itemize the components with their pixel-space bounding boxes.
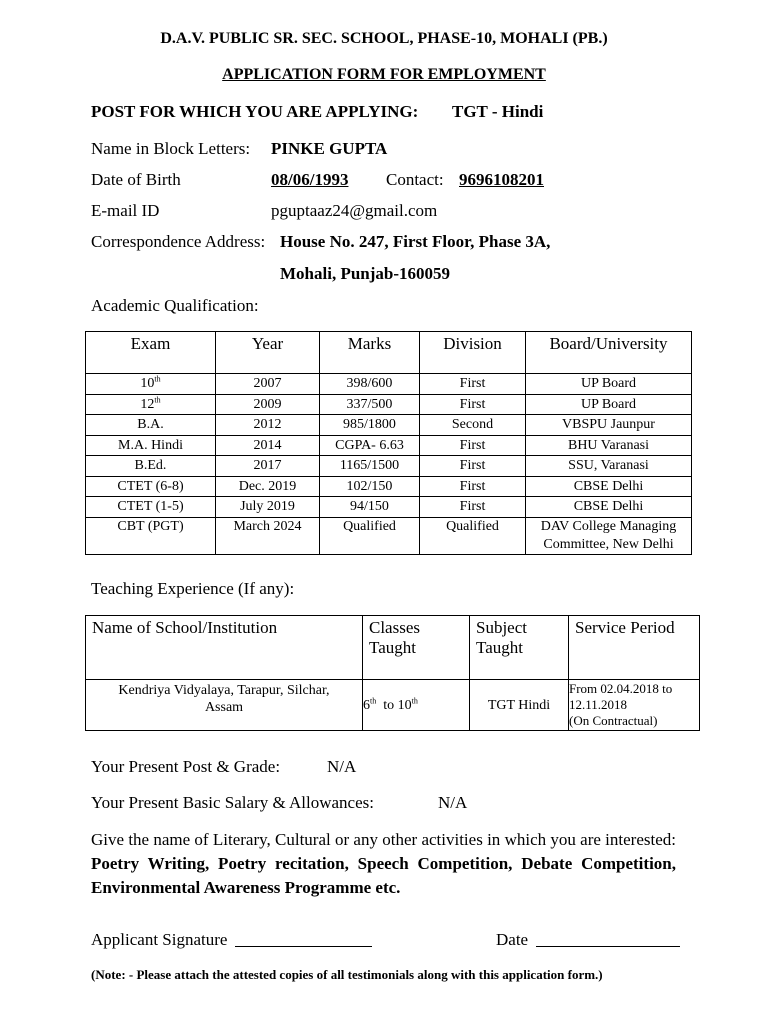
board-cell: CBSE Delhi <box>526 497 692 518</box>
signature-label: Applicant Signature <box>91 930 228 949</box>
year-cell: 2014 <box>216 435 320 456</box>
table-row <box>86 435 692 456</box>
table-row <box>86 415 692 436</box>
board-cell: VBSPU Jaunpur <box>526 415 692 436</box>
header-exam: Exam <box>86 332 216 374</box>
marks-cell: CGPA- 6.63 <box>320 435 420 456</box>
attachment-note: (Note: - Please attach the attested copies of all testimonials along with this application form.) <box>91 967 603 982</box>
email-label: E-mail ID <box>91 201 160 220</box>
exam-cell: B.A. <box>86 415 216 436</box>
board-cell: CBSE Delhi <box>526 476 692 497</box>
board-cell: DAV College Managing Committee, New Delhi <box>526 517 692 554</box>
experience-title: Teaching Experience (If any): <box>91 579 295 598</box>
signature-blank <box>235 931 372 947</box>
marks-cell: Qualified <box>320 517 420 554</box>
table-row <box>86 497 692 518</box>
period-line-2: 12.11.2018 <box>569 697 628 712</box>
salary-label: Your Present Basic Salary & Allowances: <box>91 793 374 812</box>
year-cell: 2017 <box>216 456 320 477</box>
division-cell: First <box>420 435 526 456</box>
subject-cell: TGT Hindi <box>470 680 569 731</box>
post-label: POST FOR WHICH YOU ARE APPLYING: <box>91 102 419 121</box>
table-row <box>86 456 692 477</box>
division-cell: Qualified <box>420 517 526 554</box>
email-value: pguptaaz24@gmail.com <box>271 201 438 220</box>
exam-cell: M.A. Hindi <box>86 435 216 456</box>
post-value: TGT - Hindi <box>452 102 544 121</box>
header-board: Board/University <box>526 332 692 374</box>
date-label: Date <box>496 930 529 949</box>
header-marks: Marks <box>320 332 420 374</box>
year-cell: Dec. 2019 <box>216 476 320 497</box>
academic-title: Academic Qualification: <box>91 296 259 315</box>
present-post-label: Your Present Post & Grade: <box>91 757 281 776</box>
dob-label: Date of Birth <box>91 170 181 189</box>
division-cell: First <box>420 394 526 415</box>
activities-value: Poetry Writing, Poetry recitation, Speech Competition, Debate Competition, Environmental Awareness Programme etc. <box>91 854 676 897</box>
year-cell: 2007 <box>216 374 320 395</box>
header-classes: Classes Taught <box>363 616 470 680</box>
year-cell: 2009 <box>216 394 320 415</box>
exam-cell: CTET (1-5) <box>86 497 216 518</box>
name-value: PINKE GUPTA <box>271 139 388 158</box>
header-division: Division <box>420 332 526 374</box>
header-school: Name of School/Institution <box>86 616 363 680</box>
activities-prompt: Give the name of Literary, Cultural or any other activities in which you are interested: <box>91 830 676 849</box>
address-line-1: House No. 247, First Floor, Phase 3A, <box>280 232 551 251</box>
experience-table <box>85 615 700 731</box>
table-row <box>86 680 700 731</box>
marks-cell: 985/1800 <box>320 415 420 436</box>
marks-cell: 1165/1500 <box>320 456 420 477</box>
year-cell: July 2019 <box>216 497 320 518</box>
contact-label: Contact: <box>386 170 444 189</box>
header-subject: Subject Taught <box>470 616 569 680</box>
year-cell: 2012 <box>216 415 320 436</box>
board-cell: UP Board <box>526 394 692 415</box>
school-name: D.A.V. PUBLIC SR. SEC. SCHOOL, PHASE-10, MOHALI (PB.) <box>160 30 608 47</box>
experience-header-row <box>86 616 700 680</box>
period-cell <box>569 680 700 731</box>
exam-cell: 10th <box>86 374 216 395</box>
classes-cell: 6th to 10th <box>363 680 470 731</box>
division-cell: First <box>420 374 526 395</box>
year-cell: March 2024 <box>216 517 320 554</box>
name-label: Name in Block Letters: <box>91 139 251 158</box>
marks-cell: 398/600 <box>320 374 420 395</box>
header-period: Service Period <box>569 616 700 680</box>
header-year: Year <box>216 332 320 374</box>
division-cell: First <box>420 497 526 518</box>
address-line-2: Mohali, Punjab-160059 <box>280 264 451 283</box>
exam-cell: 12th <box>86 394 216 415</box>
dob-value: 08/06/1993 <box>271 170 349 189</box>
exam-cell: CTET (6-8) <box>86 476 216 497</box>
marks-cell: 337/500 <box>320 394 420 415</box>
marks-cell: 94/150 <box>320 497 420 518</box>
division-cell: First <box>420 476 526 497</box>
activities-paragraph <box>91 828 676 900</box>
period-line-3: (On Contractual) <box>569 713 658 728</box>
division-cell: First <box>420 456 526 477</box>
exam-cell: B.Ed. <box>86 456 216 477</box>
academic-header-row <box>86 332 692 374</box>
academic-table <box>85 331 692 555</box>
board-cell: UP Board <box>526 374 692 395</box>
contact-value: 9696108201 <box>459 170 544 189</box>
salary-value: N/A <box>438 793 468 812</box>
school-cell: Kendriya Vidyalaya, Tarapur, Silchar, Assam <box>86 680 363 731</box>
board-cell: SSU, Varanasi <box>526 456 692 477</box>
division-cell: Second <box>420 415 526 436</box>
present-post-value: N/A <box>327 757 357 776</box>
marks-cell: 102/150 <box>320 476 420 497</box>
table-row <box>86 394 692 415</box>
address-label: Correspondence Address: <box>91 232 266 251</box>
table-row <box>86 374 692 395</box>
date-blank <box>536 931 680 947</box>
board-cell: BHU Varanasi <box>526 435 692 456</box>
form-title: APPLICATION FORM FOR EMPLOYMENT <box>222 66 546 83</box>
table-row <box>86 476 692 497</box>
exam-cell: CBT (PGT) <box>86 517 216 554</box>
period-line-1: From 02.04.2018 to <box>569 681 673 696</box>
table-row <box>86 517 692 554</box>
